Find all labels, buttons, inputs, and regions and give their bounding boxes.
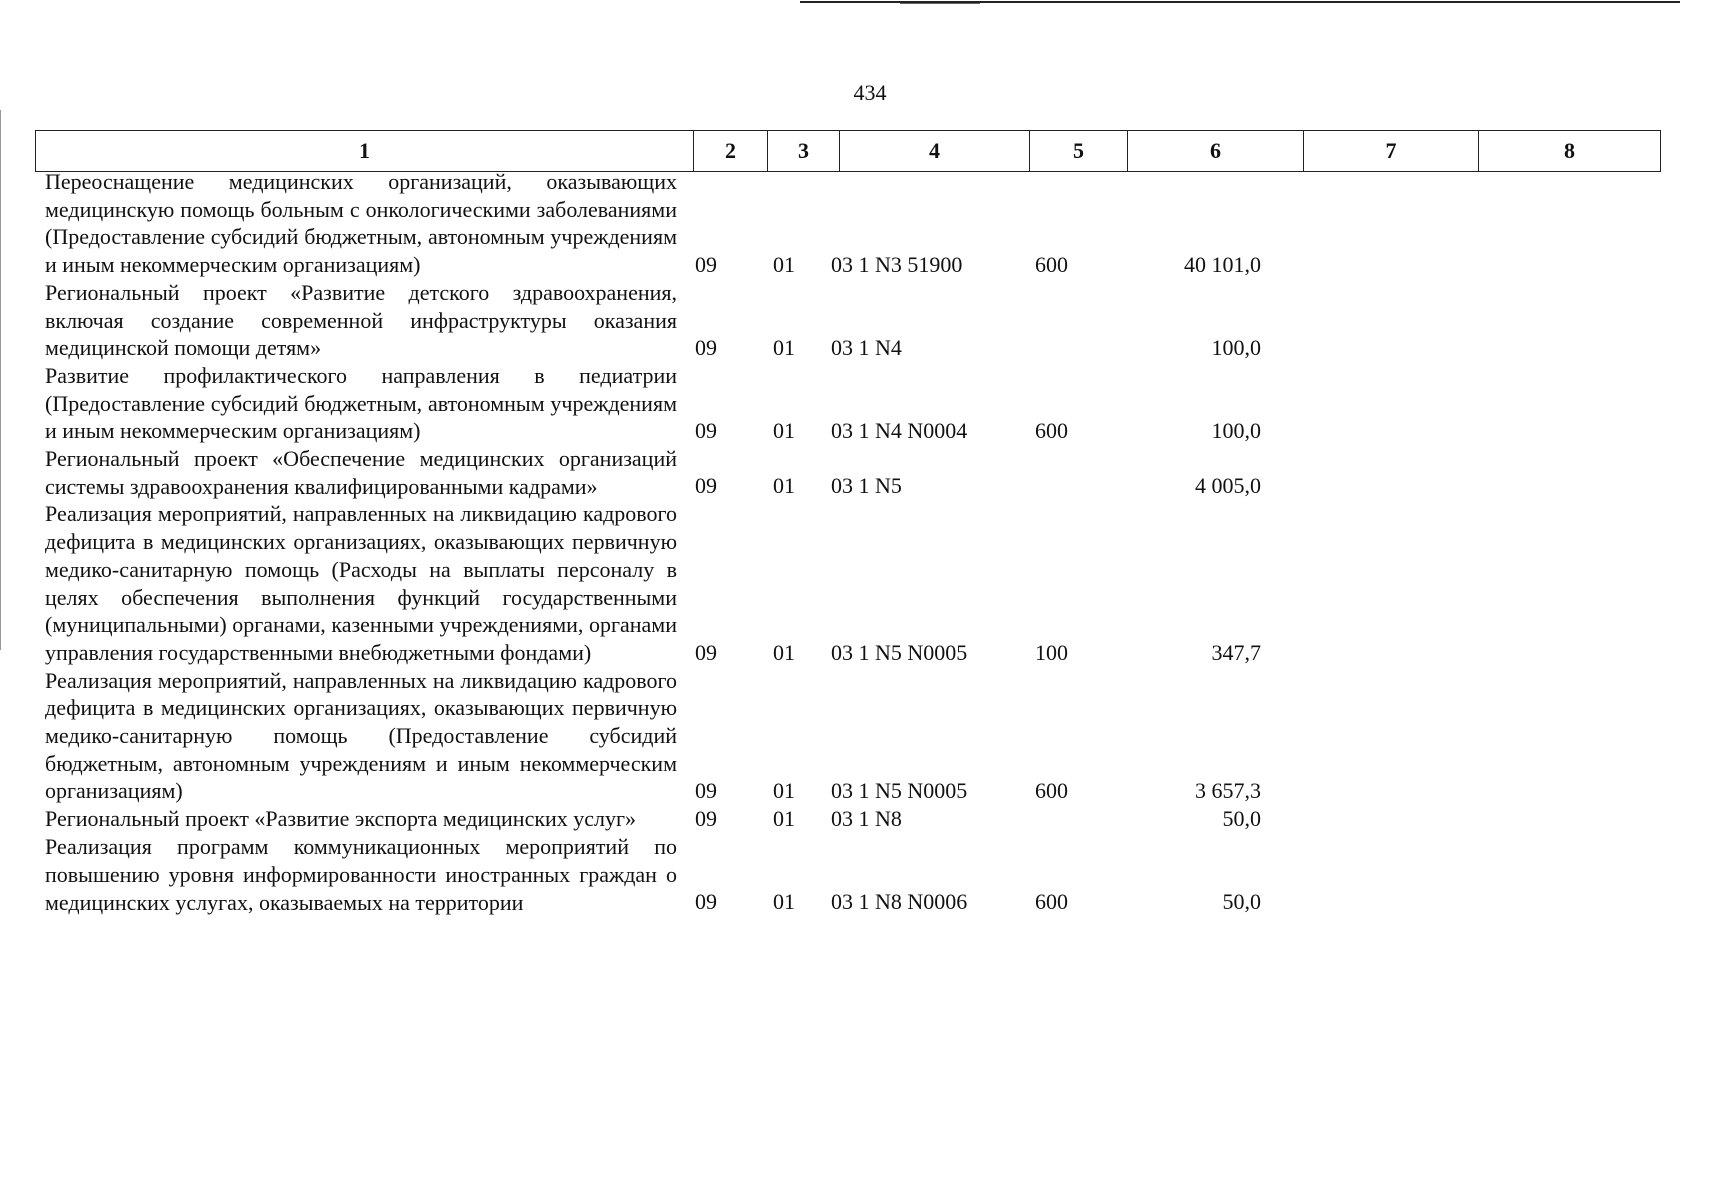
row-amount: 50,0 bbox=[1222, 806, 1261, 832]
row-expense-type: 600 bbox=[1035, 778, 1068, 804]
row-subsection: 01 bbox=[773, 473, 795, 499]
row-amount: 3 657,3 bbox=[1195, 778, 1261, 804]
row-description: Переоснащение медицинских организаций, оказывающих медицинскую помощь больным с онкологическими заболеваниями (Предоставление субсидий бюджетным, автономным учреждениям и иным некоммерческим организациям) bbox=[45, 169, 677, 278]
table-row bbox=[35, 667, 1279, 806]
row-description: Региональный проект «Обеспечение медицинских организаций системы здравоохранения квалифицированными кадрами» bbox=[45, 446, 677, 499]
row-section: 09 bbox=[695, 889, 717, 915]
row-description: Реализация мероприятий, направленных на ликвидацию кадрового дефицита в медицинских организациях, оказывающих первичную медико-санитарную помощь (Предоставление субсидий бюджетным, автономным учреждениям и иным некоммерческим организациям) bbox=[45, 667, 677, 804]
row-subsection: 01 bbox=[773, 806, 795, 832]
table-row bbox=[35, 362, 1279, 445]
header-col-2: 2 bbox=[693, 131, 767, 171]
row-section: 09 bbox=[695, 251, 717, 277]
table-row bbox=[35, 445, 1279, 500]
table-row bbox=[35, 833, 1279, 916]
row-subsection: 01 bbox=[773, 334, 795, 360]
header-col-7: 7 bbox=[1303, 131, 1478, 171]
row-description: Развитие профилактического направления в педиатрии (Предоставление субсидий бюджетным, автономным учреждениям и иным некоммерческим организациям) bbox=[45, 362, 677, 444]
row-target-code: 03 1 N5 N0005 bbox=[831, 778, 968, 804]
row-subsection: 01 bbox=[773, 251, 795, 277]
row-target-code: 03 1 N5 N0005 bbox=[831, 639, 968, 665]
row-subsection: 01 bbox=[773, 889, 795, 915]
row-expense-type bbox=[1007, 361, 1103, 362]
row-target-code: 03 1 N3 51900 bbox=[831, 251, 963, 277]
row-description: Региональный проект «Развитие детского здравоохранения, включая создание современной инфраструктуры оказания медицинской помощи детям» bbox=[45, 279, 677, 361]
table-row bbox=[35, 500, 1279, 666]
header-col-5: 5 bbox=[1029, 131, 1127, 171]
row-subsection: 01 bbox=[773, 639, 795, 665]
row-section: 09 bbox=[695, 473, 717, 499]
table-body bbox=[35, 168, 1279, 916]
table-header bbox=[35, 130, 1661, 172]
row-expense-type: 600 bbox=[1035, 889, 1068, 915]
row-section: 09 bbox=[695, 778, 717, 804]
row-target-code: 03 1 N8 bbox=[831, 806, 902, 832]
row-target-code: 03 1 N8 N0006 bbox=[831, 889, 968, 915]
scan-margin-mark bbox=[0, 110, 3, 650]
page-number: 434 bbox=[853, 80, 887, 105]
row-target-code: 03 1 N4 bbox=[831, 334, 902, 360]
table-row bbox=[35, 279, 1279, 362]
row-expense-type: 600 bbox=[1035, 251, 1068, 277]
header-col-6: 6 bbox=[1127, 131, 1303, 171]
header-col-3: 3 bbox=[767, 131, 839, 171]
scan-edge-line bbox=[900, 3, 980, 4]
row-description: Реализация программ коммуникационных мероприятий по повышению уровня информированности иностранных граждан о медицинских услугах, оказываемых на территории bbox=[45, 834, 677, 915]
row-expense-type bbox=[1007, 832, 1103, 833]
row-amount: 100,0 bbox=[1211, 334, 1261, 360]
row-expense-type: 100 bbox=[1035, 639, 1068, 665]
row-section: 09 bbox=[695, 806, 717, 832]
row-amount: 40 101,0 bbox=[1184, 251, 1261, 277]
table-row bbox=[35, 168, 1279, 279]
row-target-code: 03 1 N5 bbox=[831, 473, 902, 499]
row-amount: 4 005,0 bbox=[1195, 473, 1261, 499]
row-expense-type: 600 bbox=[1035, 418, 1068, 444]
row-section: 09 bbox=[695, 418, 717, 444]
row-target-code: 03 1 N4 N0004 bbox=[831, 418, 968, 444]
table-row bbox=[35, 805, 1279, 833]
row-section: 09 bbox=[695, 334, 717, 360]
row-amount: 100,0 bbox=[1211, 418, 1261, 444]
row-subsection: 01 bbox=[773, 418, 795, 444]
row-amount: 347,7 bbox=[1211, 639, 1261, 665]
row-subsection: 01 bbox=[773, 778, 795, 804]
header-col-8: 8 bbox=[1478, 131, 1660, 171]
row-description: Региональный проект «Развитие экспорта медицинских услуг» bbox=[45, 806, 637, 832]
header-col-4: 4 bbox=[839, 131, 1029, 171]
row-amount: 50,0 bbox=[1222, 889, 1261, 915]
header-col-1: 1 bbox=[359, 138, 370, 163]
row-expense-type bbox=[1007, 499, 1103, 500]
row-description: Реализация мероприятий, направленных на ликвидацию кадрового дефицита в медицинских организациях, оказывающих первичную медико-санитарную помощь (Расходы на выплаты персоналу в целях обеспечения выполнения функций государственными (муниципальными) органами, казенными учреждениями, органами управления государственными внебюджетными фондами) bbox=[45, 501, 677, 665]
row-section: 09 bbox=[695, 639, 717, 665]
